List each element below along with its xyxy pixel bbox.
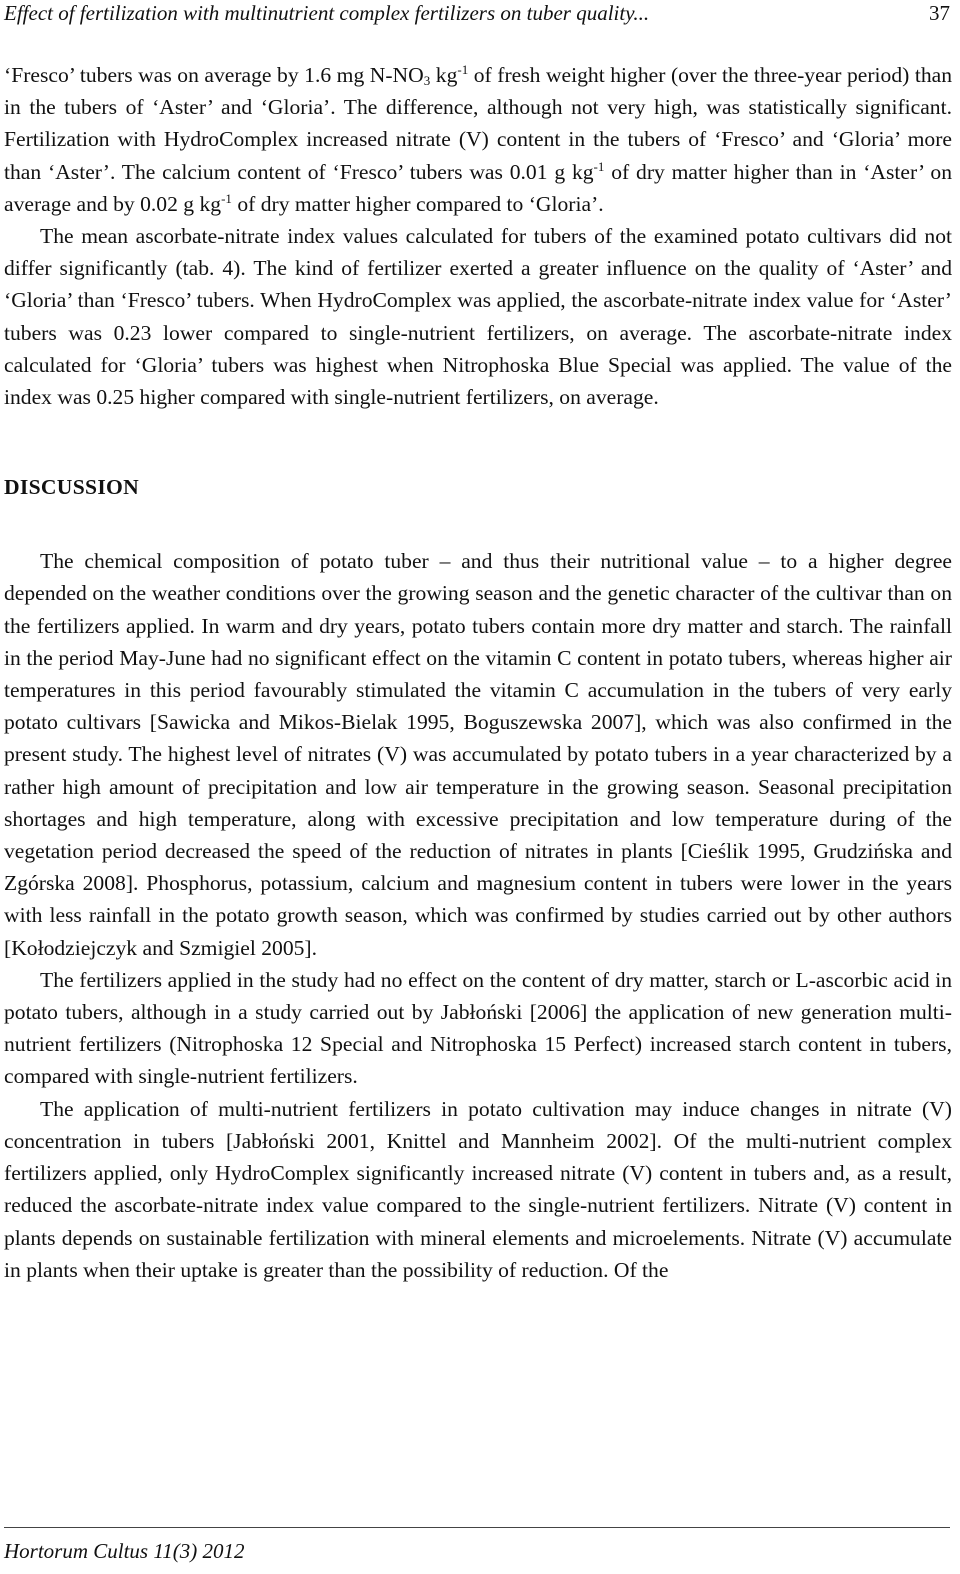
results-paragraph-2: The mean ascorbate-nitrate index values calculated for tubers of the examined potato cultivars did not differ significantly (tab. 4). The kind of fertilizer exerted a greater influence on the quality of ‘Aster’ and ‘Gloria’ than ‘Fresco’ tubers. When HydroComplex was applied, the ascorbate-nitrate index value for ‘Aster’ tubers was 0.23 lower compared to single-nutrient fertilizers, on average. The ascorbate-nitrate index calculated for ‘Gloria’ tubers was highest when Nitrophoska Blue Special was applied. The value of the index was 0.25 higher compared with single-nutrient fertilizers, on average. <box>4 224 952 410</box>
text-segment: of fresh weight higher (over the three-year period) than in the tubers of ‘Aster’ and ‘Gloria’. The difference, although not very high, was statistically significant. Fertilization with HydroComplex increased nitrate (V) content in the tubers of ‘Fresco’ and ‘Gloria’ more than ‘Aster’. The calcium content of ‘Fresco’ tubers was 0.01 g kg <box>4 63 953 184</box>
superscript: -1 <box>457 62 469 77</box>
text-segment: of dry matter higher compared to ‘Gloria’. <box>231 191 604 216</box>
text-segment: ‘Fresco’ tubers was on average by 1.6 mg N-NO <box>4 63 424 87</box>
discussion-paragraph-2: The fertilizers applied in the study had no effect on the content of dry matter, starch or L-ascorbic acid in potato tubers, although in a study carried out by Jabłoński [2006] the application of new generation multi-nutrient fertilizers (Nitrophoska 12 Special and Nitrophoska 15 Perfect) increased starch content in tubers, compared with single-nutrient fertilizers. <box>4 967 952 1089</box>
text-segment: kg <box>430 63 458 87</box>
results-paragraph-1 <box>4 59 952 220</box>
superscript: -1 <box>221 190 232 206</box>
superscript: -1 <box>593 158 605 174</box>
discussion-paragraph-1: The chemical composition of potato tuber – and thus their nutritional value – to a higher degree depended on the weather conditions over the growing season and the genetic character of the cultivar than on the fertilizers applied. In warm and dry years, potato tubers contain more dry matter and starch. The rainfall in the period May-June had no significant effect on the vitamin C content in potato tubers, whereas higher air temperatures in this period favourably stimulated the vitamin C accumulation in the tubers of very early potato cultivars [Sawicka and Mikos-Bielak 1995, Boguszewska 2007], which was also confirmed in the present study. The highest level of nitrates (V) was accumulated by potato tubers in a year characterized by a rather high amount of precipitation and low air temperature in the growing season. Seasonal precipitation shortages and high temperature, along with excessive precipitation and low temperature during of the vegetation period decreased the speed of the reduction of nitrates in plants [Cieślik 1995, Grudzińska and Zgórska 2008]. Phosphorus, potassium, calcium and magnesium content in tubers were lower in the years with less rainfall in the potato growth season, which was confirmed by studies carried out by other authors [Kołodziejczyk and Szmigiel 2005]. <box>4 549 952 960</box>
text-segment: of dry matter higher than in ‘Aster’ on average and by 0.02 g kg <box>4 159 952 216</box>
footer-divider <box>4 1527 950 1528</box>
page-number: 37 <box>929 1 950 25</box>
page-body <box>4 59 952 1286</box>
journal-footer: Hortorum Cultus 11(3) 2012 <box>4 1539 245 1563</box>
section-heading: DISCUSSION <box>4 475 140 500</box>
discussion-paragraph-3: The application of multi-nutrient fertilizers in potato cultivation may induce changes in nitrate (V) concentration in tubers [Jabłoński 2001, Knittel and Mannheim 2002]. Of the multi-nutrient complex fertilizers applied, only HydroComplex significantly increased nitrate (V) content in tubers and, as a result, reduced the ascorbate-nitrate index value compared to the single-nutrient fertilizers. Nitrate (V) content in plants depends on sustainable fertilization with mineral elements and microelements. Nitrate (V) accumulate in plants when their uptake is greater than the possibility of reduction. Of the <box>4 1096 952 1282</box>
running-title: Effect of fertilization with multinutrient complex fertilizers on tuber quality... <box>4 1 650 25</box>
subscript: 3 <box>423 73 431 88</box>
running-header <box>4 0 950 30</box>
section-heading-block <box>4 471 952 503</box>
